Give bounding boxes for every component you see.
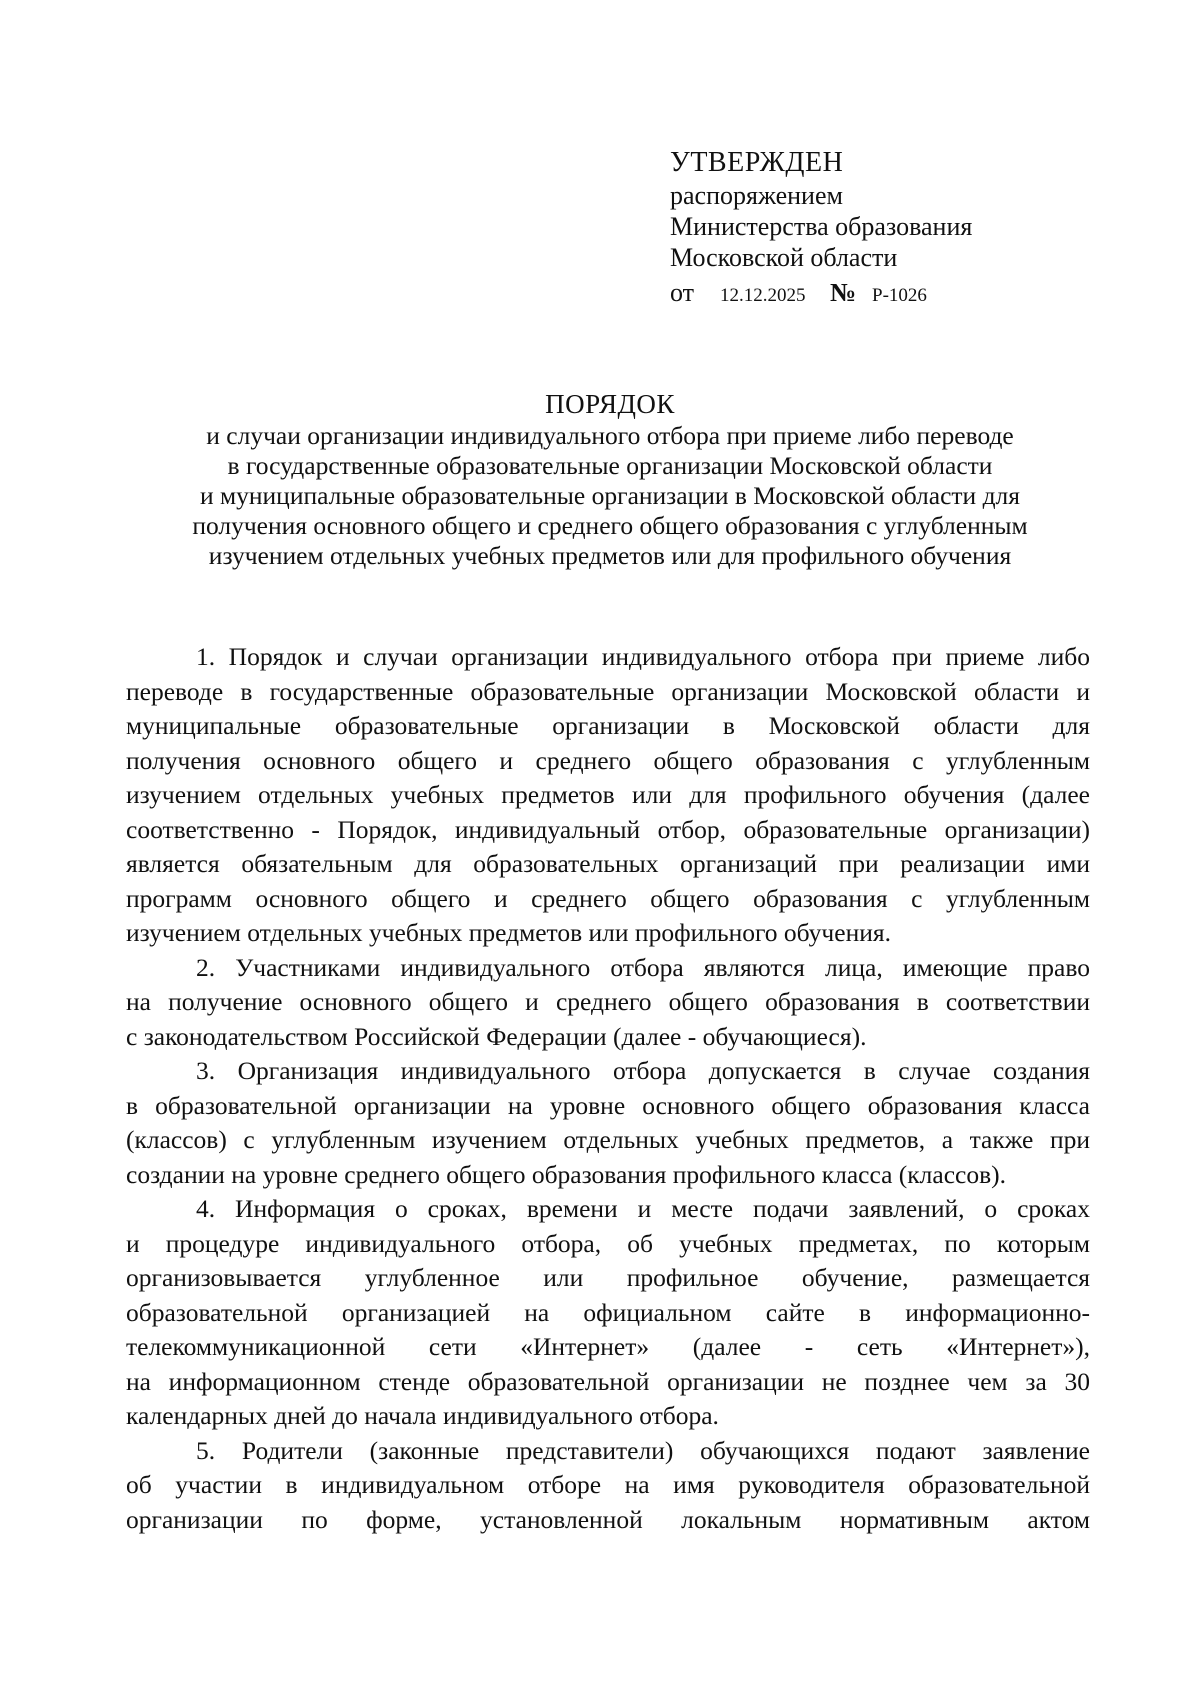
document-heading [130, 388, 1090, 571]
approval-title: УТВЕРЖДЕН [670, 147, 844, 178]
approval-line-1: распоряжением [670, 181, 843, 210]
paragraph-line: муниципальные образовательные организации в Московской области для [126, 711, 1090, 740]
paragraph-line: телекоммуникационной сети «Интернет» (далее - сеть «Интернет»), [126, 1332, 1090, 1361]
paragraph-line: на получение основного общего и среднего общего образования в соответствии [126, 987, 1090, 1016]
paragraph-line: 2. Участниками индивидуального отбора являются лица, имеющие право [196, 952, 1090, 982]
paragraph-line: (классов) с углубленным изучением отдельных учебных предметов, а также при [126, 1125, 1090, 1154]
paragraph-line: на информационном стенде образовательной организации не позднее чем за 30 [126, 1366, 1090, 1396]
heading-line: и муниципальные образовательные организации в Московской области для [199, 481, 1021, 510]
paragraph-1 [126, 640, 1090, 951]
paragraph-5 [126, 1434, 1090, 1538]
paragraph-line: и процедуре индивидуального отбора, об учебных предметах, по которым [126, 1228, 1090, 1258]
paragraph-line: переводе в государственные образовательные организации Московской области и [126, 676, 1090, 706]
paragraph-line: изучением отдельных учебных предметов или для профильного обучения (далее [126, 780, 1090, 809]
paragraph-line: в образовательной организации на уровне основного общего образования класса [126, 1090, 1090, 1120]
paragraph-line: образовательной организацией на официальном сайте в информационно- [126, 1297, 1090, 1327]
paragraph-line: изучением отдельных учебных предметов или профильного обучения. [126, 918, 891, 947]
paragraph-line: получения основного общего и среднего общего образования с углубленным [126, 745, 1090, 775]
paragraph-line: является обязательным для образовательных организаций при реализации ими [126, 849, 1090, 878]
paragraph-3 [126, 1054, 1090, 1192]
paragraph-line: 5. Родители (законные представители) обучающихся подают заявление [196, 1435, 1090, 1465]
paragraph-line: календарных дней до начала индивидуального отбора. [126, 1401, 719, 1430]
date-prefix: от [670, 278, 695, 307]
approval-line-2: Министерства образования [670, 212, 973, 241]
document-body [126, 640, 1090, 1537]
approval-date: 12.12.2025 [720, 285, 806, 306]
heading-line: изучением отдельных учебных предметов или для профильного обучения [208, 541, 1012, 570]
heading-line: и случаи организации индивидуального отбора при приеме либо переводе [206, 421, 1014, 450]
paragraph-line: создании на уровне среднего общего образования профильного класса (классов). [126, 1159, 1007, 1189]
paragraph-line: соответственно - Порядок, индивидуальный отбор, образовательные организации) [126, 814, 1090, 844]
approval-date-row [670, 277, 1090, 311]
paragraph-line: с законодательством Российской Федерации (далее - обучающиеся). [126, 1021, 867, 1051]
heading-line: получения основного общего и среднего общего образования с углубленным [192, 511, 1028, 540]
heading-line: в государственные образовательные организации Московской области [227, 451, 993, 480]
paragraph-line: организовывается углубленное или профильное обучение, размещается [126, 1263, 1090, 1292]
paragraph-line: 3. Организация индивидуального отбора допускается в случае создания [196, 1056, 1090, 1085]
approval-block [670, 146, 1090, 311]
paragraph-2 [126, 951, 1090, 1055]
number-sign: № [830, 278, 857, 307]
paragraph-line: об участии в индивидуальном отборе на имя руководителя образовательной [126, 1470, 1090, 1499]
paragraph-line: программ основного общего и среднего общего образования с углубленным [126, 883, 1090, 913]
paragraph-line: 4. Информация о сроках, времени и месте подачи заявлений, о сроках [196, 1194, 1090, 1223]
approval-number: Р-1026 [872, 285, 927, 306]
heading-title: ПОРЯДОК [545, 389, 675, 419]
paragraph-4 [126, 1192, 1090, 1434]
approval-line-3: Московской области [670, 243, 898, 272]
paragraph-line: организации по форме, установленной локальным нормативным актом [126, 1504, 1090, 1534]
paragraph-line: 1. Порядок и случаи организации индивидуального отбора при приеме либо [196, 642, 1090, 671]
